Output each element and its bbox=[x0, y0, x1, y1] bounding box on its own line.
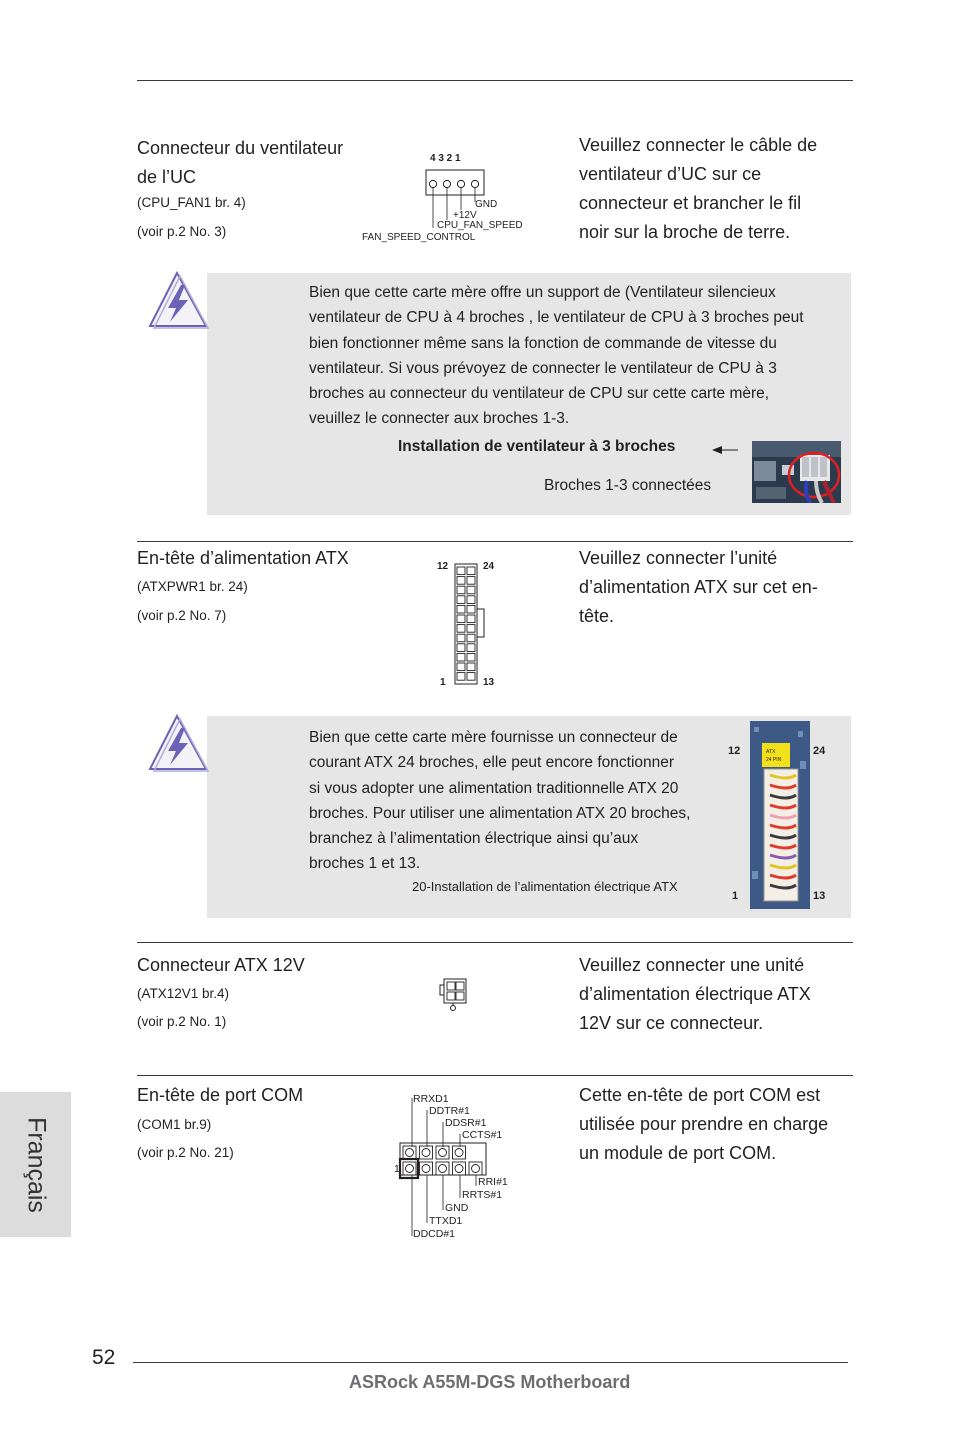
atx20-install-photo bbox=[726, 721, 834, 911]
note-fan-line: Bien que cette carte mère offre un support de (Ventilateur silencieux bbox=[309, 284, 776, 301]
atx12v-desc-line: Veuillez connecter une unité bbox=[579, 955, 805, 975]
com-pin-cell bbox=[403, 1162, 416, 1175]
cpu-fan-title-line1: Connecteur du ventilateur bbox=[137, 138, 344, 158]
cpu-fan-desc-line: Veuillez connecter le câble de bbox=[579, 135, 818, 155]
atx-pin-cell bbox=[457, 625, 465, 633]
com-pin-hole bbox=[455, 1149, 463, 1157]
com-pin-hole bbox=[422, 1165, 430, 1173]
cpu-fan-pin-numbers: 4 3 2 1 bbox=[430, 153, 461, 164]
com-pin-hole bbox=[406, 1165, 414, 1173]
section-rule bbox=[137, 942, 853, 943]
atx-desc-line: tête. bbox=[579, 606, 615, 626]
atx20-pin13-label: 13 bbox=[813, 890, 826, 902]
atx20-pin12-label: 12 bbox=[728, 745, 741, 757]
atx-pin-cell bbox=[467, 663, 475, 671]
atx20-pin24-label: 24 bbox=[813, 745, 826, 757]
atx-pin-cell bbox=[457, 567, 465, 575]
com-ref: (COM1 br.9) bbox=[137, 1117, 212, 1132]
com-pin-hole bbox=[422, 1149, 430, 1157]
cpu-fan-desc-line: ventilateur d’UC sur ce bbox=[579, 164, 762, 184]
note-fan-line: ventilateur de CPU à 4 broches , le ventilateur de CPU à 3 broches peut bbox=[309, 309, 804, 327]
atx-pin-cell bbox=[457, 644, 465, 652]
com-pin-cell bbox=[436, 1146, 449, 1159]
atx-see: (voir p.2 No. 7) bbox=[137, 608, 227, 623]
com-desc-line: Cette en-tête de port COM est bbox=[579, 1085, 821, 1105]
atx-pin-cell bbox=[467, 634, 475, 642]
cpu-fan-gnd-label: GND bbox=[475, 199, 498, 210]
atx20-pin1-label: 1 bbox=[732, 890, 739, 902]
cpu-fan-diagram bbox=[355, 148, 535, 248]
atx12v-see: (voir p.2 No. 1) bbox=[137, 1014, 227, 1029]
atx-pin24-label: 24 bbox=[483, 561, 495, 572]
atx-pin-cell bbox=[457, 605, 465, 613]
atx-title: En-tête d’alimentation ATX bbox=[137, 548, 349, 568]
atx-pin-cell bbox=[457, 673, 465, 681]
note-atx-line: branchez à l’alimentation électrique ainsi qu’aux bbox=[309, 830, 639, 848]
com-description bbox=[579, 1081, 828, 1168]
footer-rule bbox=[133, 1362, 848, 1363]
fan-connected-label: Broches 1-3 connectées bbox=[544, 477, 712, 494]
atx-pin-cell bbox=[467, 625, 475, 633]
com-desc-line: utilisée pour prendre en charge bbox=[579, 1114, 829, 1134]
com-pin-cell bbox=[453, 1162, 466, 1175]
com-see: (voir p.2 No. 21) bbox=[137, 1145, 234, 1160]
com-title: En-tête de port COM bbox=[137, 1085, 304, 1105]
atx12v-ref: (ATX12V1 br.4) bbox=[137, 986, 230, 1001]
com-pin-hole bbox=[472, 1165, 480, 1173]
com-ccts-label: CCTS#1 bbox=[462, 1129, 503, 1141]
svg-text:24 PIN: 24 PIN bbox=[766, 757, 782, 763]
com-desc-line: un module de port COM. bbox=[579, 1143, 777, 1163]
warning-icon bbox=[146, 270, 210, 330]
com-pin-cell bbox=[453, 1146, 466, 1159]
atx-pin-cell bbox=[467, 605, 475, 613]
cpu-fan-description bbox=[579, 131, 817, 247]
section-rule bbox=[137, 1075, 853, 1076]
atx-pin12-label: 12 bbox=[437, 561, 449, 572]
section-rule bbox=[137, 541, 853, 542]
com-ttxd-label: TTXD1 bbox=[429, 1215, 463, 1227]
note-fan-line: ventilateur. Si vous prévoyez de connecter le ventilateur de CPU à 3 bbox=[309, 359, 777, 377]
atx-pin1-label: 1 bbox=[440, 677, 446, 688]
cpu-fan-desc-line: connecteur et brancher le fil bbox=[579, 193, 802, 213]
atx-pin-cell bbox=[457, 663, 465, 671]
com-pin-hole bbox=[439, 1149, 447, 1157]
com-pin-cell bbox=[420, 1146, 433, 1159]
language-label: Français bbox=[22, 1116, 50, 1213]
atx-pin-cell bbox=[457, 596, 465, 604]
cpu-fan-desc-line: noir sur la broche de terre. bbox=[579, 222, 791, 242]
page-number: 52 bbox=[92, 1346, 116, 1369]
atx-desc-line: Veuillez connecter l’unité bbox=[579, 548, 778, 568]
atx-description bbox=[579, 544, 818, 631]
atx-desc-line: d’alimentation ATX sur cet en- bbox=[579, 577, 818, 597]
com-rrxd-label: RRXD1 bbox=[413, 1093, 449, 1105]
language-side-tab bbox=[0, 1092, 71, 1237]
atx-pin-cell bbox=[467, 673, 475, 681]
com-pin-hole bbox=[439, 1165, 447, 1173]
atx-pin-cell bbox=[467, 586, 475, 594]
cpu-fan-see: (voir p.2 No. 3) bbox=[137, 224, 227, 239]
com-pin-cell bbox=[403, 1146, 416, 1159]
atx12v-desc-line: 12V sur ce connecteur. bbox=[579, 1013, 764, 1033]
note-atx-line: si vous adopter une alimentation traditionnelle ATX 20 bbox=[309, 779, 679, 797]
atx-connector-diagram bbox=[430, 554, 505, 689]
atx-pin-cell bbox=[457, 615, 465, 623]
fan-install-label: Installation de ventilateur à 3 broches bbox=[398, 438, 676, 455]
top-rule bbox=[137, 80, 853, 81]
atx-pin-cell bbox=[467, 653, 475, 661]
atx-pin-cell bbox=[457, 634, 465, 642]
com-pin-cell bbox=[420, 1162, 433, 1175]
note-fan-line: bien fonctionner même sans la fonction de commande de vitesse du bbox=[309, 334, 777, 352]
svg-text:ATX: ATX bbox=[766, 749, 776, 755]
com-ddcd-label: DDCD#1 bbox=[413, 1228, 456, 1240]
atx20-caption: 20-Installation de l’alimentation électrique ATX bbox=[412, 879, 678, 894]
com-pin-hole bbox=[455, 1165, 463, 1173]
com-ddtr-label: DDTR#1 bbox=[429, 1105, 470, 1117]
cpu-fan-ref: (CPU_FAN1 br. 4) bbox=[137, 195, 246, 210]
com-rrts-label: RRTS#1 bbox=[462, 1189, 503, 1201]
atx-pin-cell bbox=[467, 596, 475, 604]
atx-pin-cell bbox=[457, 577, 465, 585]
atx-pin-cell bbox=[467, 567, 475, 575]
note-atx-line: broches 1 et 13. bbox=[309, 855, 421, 873]
atx12v-description bbox=[579, 951, 811, 1038]
note-atx-line: courant ATX 24 broches, elle peut encore fonctionner bbox=[309, 754, 675, 772]
note-fan-line: veuillez le connecter aux broches 1-3. bbox=[309, 410, 570, 428]
atx-pin-cell bbox=[467, 644, 475, 652]
atx12v-connector-diagram bbox=[438, 977, 470, 1013]
arrow-left-icon bbox=[710, 443, 740, 457]
cpu-fan-title-line2: de l’UC bbox=[137, 167, 197, 187]
atx-pin-cell bbox=[467, 577, 475, 585]
cpu-fan-speed-label: CPU_FAN_SPEED bbox=[437, 220, 523, 231]
note-fan-text bbox=[309, 280, 804, 432]
cpu-fan-title bbox=[137, 134, 343, 192]
atx12v-desc-line: d’alimentation électrique ATX bbox=[579, 984, 811, 1004]
note-atx-line: Bien que cette carte mère fournisse un connecteur de bbox=[309, 729, 678, 746]
cpu-fan-control-label: FAN_SPEED_CONTROL bbox=[362, 232, 476, 243]
atx-ref: (ATXPWR1 br. 24) bbox=[137, 579, 248, 594]
atx-pin-cell bbox=[457, 586, 465, 594]
com-pin-cell bbox=[469, 1162, 482, 1175]
fan-connector-photo bbox=[752, 441, 841, 503]
com-pin-cell bbox=[436, 1162, 449, 1175]
atx12v-title: Connecteur ATX 12V bbox=[137, 955, 305, 975]
com-header-diagram bbox=[390, 1090, 520, 1242]
note-atx-text bbox=[309, 725, 690, 877]
cpu-fan-12v-label: +12V bbox=[453, 210, 477, 221]
atx-pin-cell bbox=[457, 653, 465, 661]
atx-pin-cell bbox=[467, 615, 475, 623]
footer-product: ASRock A55M-DGS Motherboard bbox=[349, 1372, 631, 1392]
com-pin-hole bbox=[406, 1149, 414, 1157]
atx-pin13-label: 13 bbox=[483, 677, 495, 688]
com-ddsr-label: DDSR#1 bbox=[445, 1117, 487, 1129]
note-atx-line: broches. Pour utiliser une alimentation ATX 20 broches, bbox=[309, 804, 691, 822]
warning-icon bbox=[146, 713, 210, 773]
com-pin1-label: 1 bbox=[394, 1163, 400, 1175]
note-fan-line: broches au connecteur du ventilateur de CPU sur cette carte mère, bbox=[309, 385, 770, 403]
com-gnd-label: GND bbox=[445, 1202, 469, 1214]
com-rri-label: RRI#1 bbox=[478, 1176, 508, 1188]
